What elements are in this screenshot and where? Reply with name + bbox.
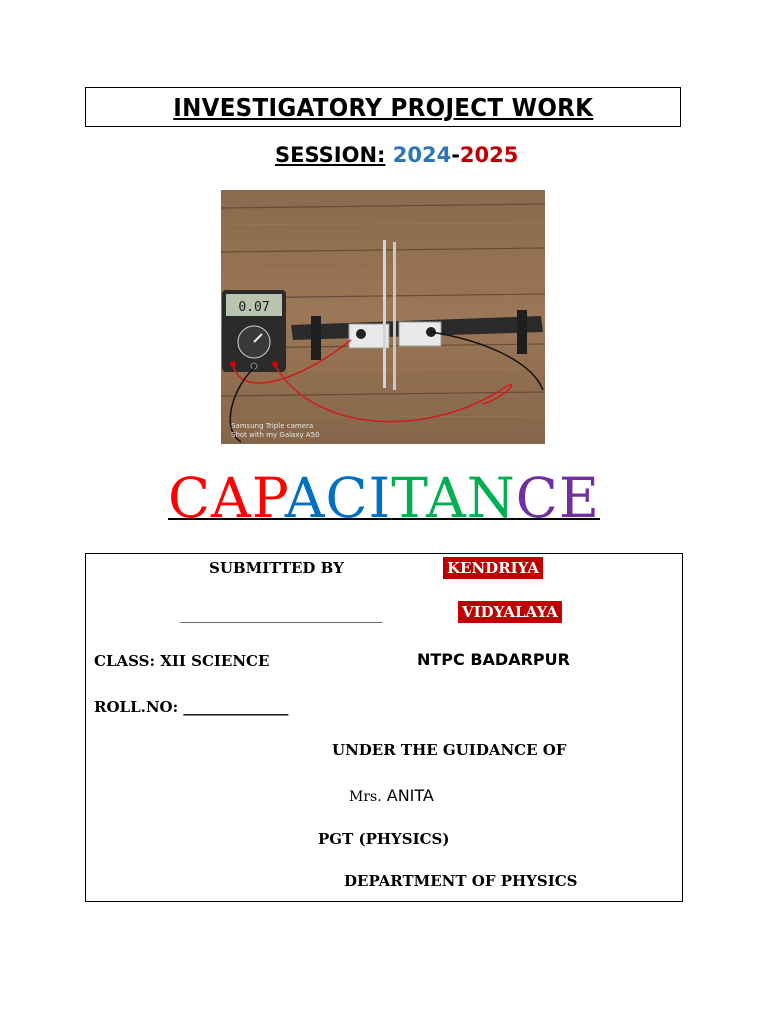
- session-dash: -: [451, 143, 460, 167]
- main-title: [0, 466, 768, 530]
- session-line: [275, 143, 518, 167]
- main-title-seg-4: CE: [515, 466, 601, 530]
- multimeter: [222, 290, 286, 372]
- info-box: [85, 553, 683, 902]
- session-label: SESSION:: [275, 143, 386, 167]
- session-year-start: 2024: [392, 143, 452, 167]
- roll-no-label: ROLL.NO: ______________: [94, 698, 289, 716]
- experiment-photo: [221, 190, 545, 444]
- school-line-3: NTPC BADARPUR: [417, 650, 570, 669]
- camera-watermark: [231, 422, 320, 440]
- multimeter-reading: 0.07: [238, 300, 270, 315]
- main-title-seg-3: TAN: [391, 466, 516, 530]
- teacher-name: ANITA: [386, 786, 434, 805]
- department-label: DEPARTMENT OF PHYSICS: [344, 872, 578, 890]
- watermark-line-2: Shot with my Galaxy A50: [231, 431, 320, 439]
- experiment-photo-drawing: [221, 190, 545, 444]
- name-blank: ___________________________: [180, 605, 383, 623]
- submitted-by-label: SUBMITTED BY: [209, 559, 344, 577]
- main-title-seg-1: CAP: [167, 466, 285, 530]
- school-line-2: VIDYALAYA: [458, 601, 562, 623]
- teacher-prefix: Mrs.: [349, 789, 382, 805]
- teacher-line: [349, 786, 434, 805]
- class-label: CLASS: XII SCIENCE: [94, 652, 270, 670]
- guidance-label: UNDER THE GUIDANCE OF: [332, 741, 567, 759]
- title-box: [85, 87, 681, 127]
- main-title-seg-2: ACI: [284, 466, 392, 530]
- watermark-line-1: Samsung Triple camera: [231, 422, 314, 430]
- designation-label: PGT (PHYSICS): [318, 830, 450, 848]
- session-year-end: 2025: [459, 143, 519, 167]
- project-title: INVESTIGATORY PROJECT WORK: [173, 92, 593, 122]
- school-line-1: KENDRIYA: [443, 557, 543, 579]
